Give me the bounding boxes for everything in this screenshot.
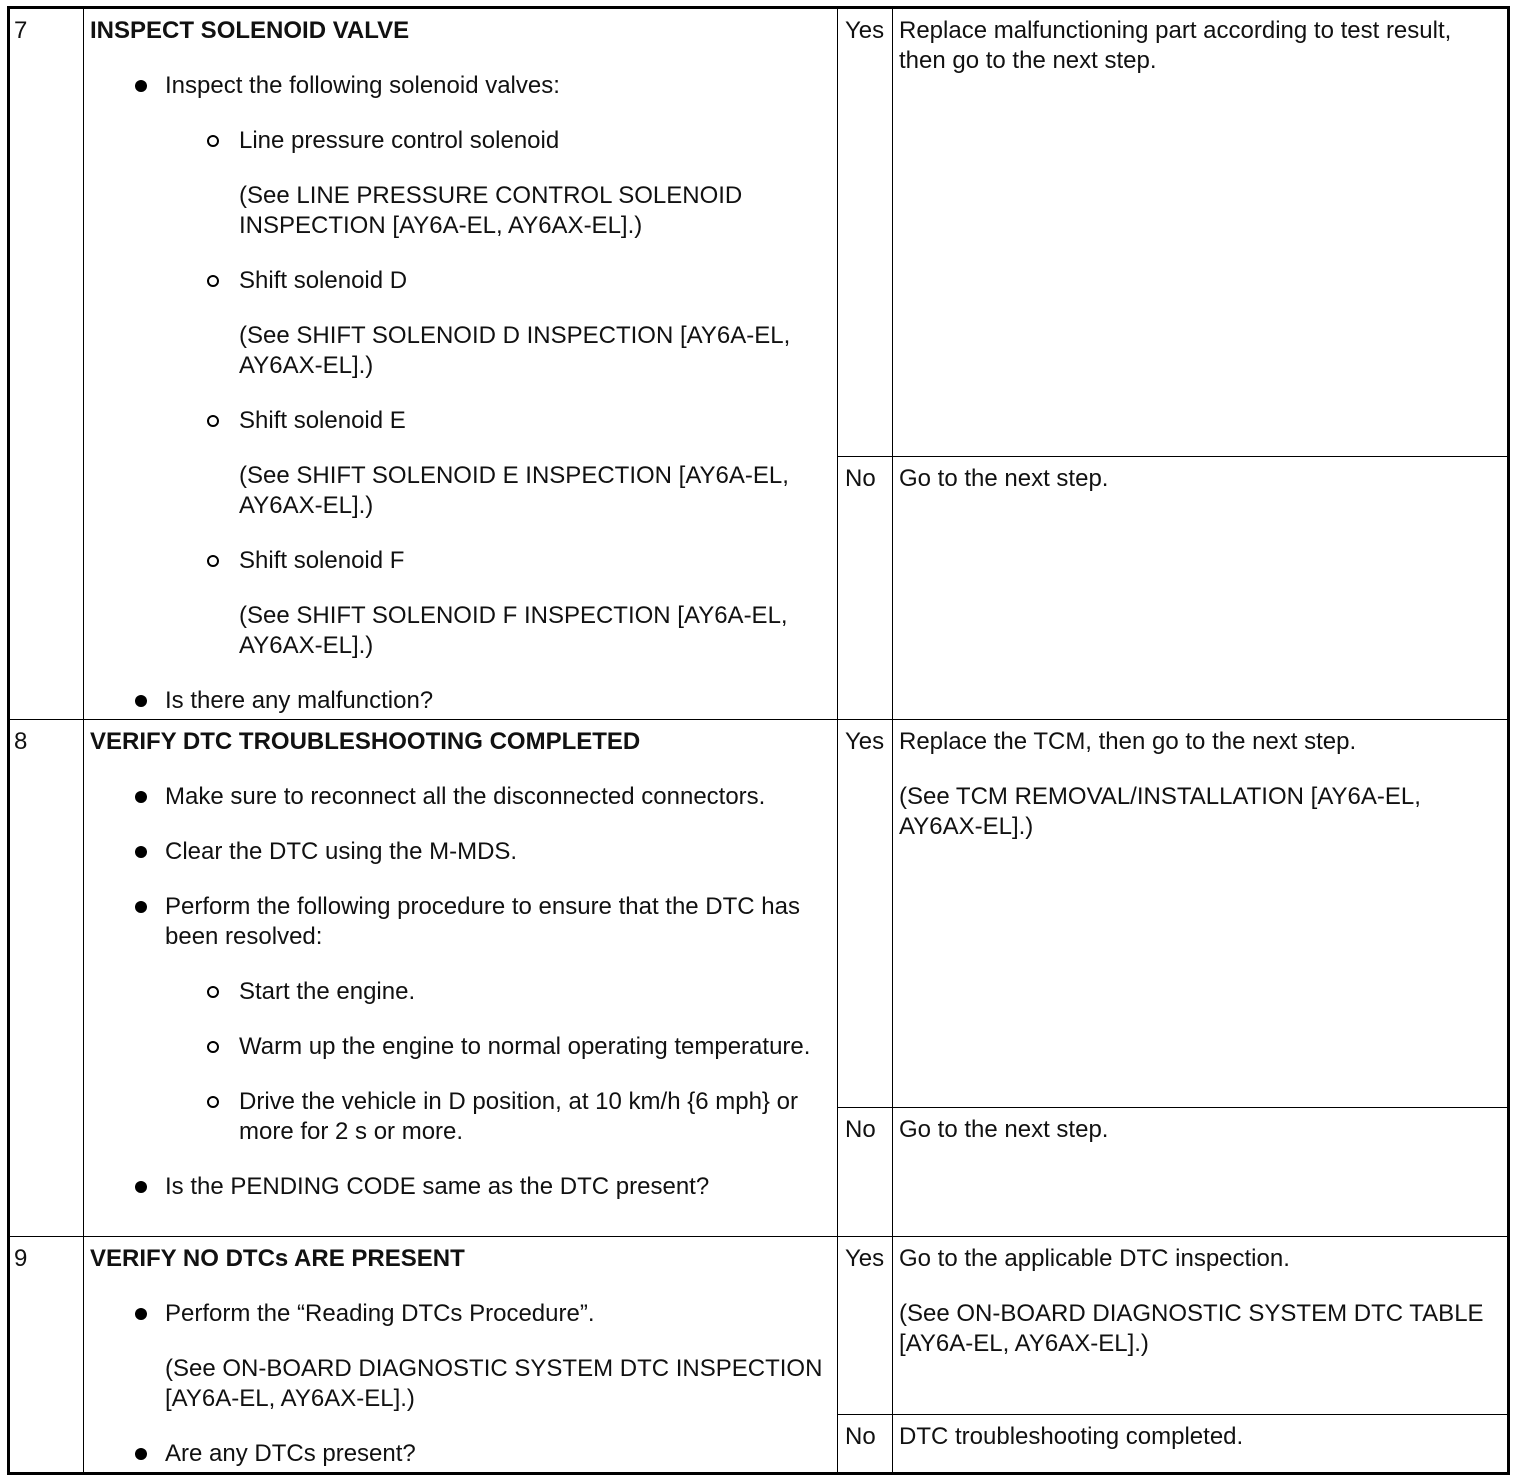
step-title: INSPECT SOLENOID VALVE — [90, 17, 410, 44]
step-title: VERIFY DTC TROUBLESHOOTING COMPLETED — [90, 728, 641, 755]
reference-text: (See TCM REMOVAL/INSTALLATION [AY6A-EL, AY6AX-EL].) — [899, 783, 1421, 840]
no-result — [893, 1415, 1509, 1474]
sub-item: Line pressure control solenoid — [90, 126, 831, 156]
step-action — [84, 1237, 838, 1474]
yes-result — [893, 1237, 1509, 1415]
reference-text: (See SHIFT SOLENOID D INSPECTION [AY6A-EL, AY6AX-EL].) — [239, 322, 791, 379]
bullet-item: Perform the following procedure to ensure that the DTC has been resolved: — [90, 892, 831, 952]
yes-result — [893, 8, 1509, 457]
result-text: Go to the applicable DTC inspection. — [899, 1245, 1290, 1272]
step-title: VERIFY NO DTCs ARE PRESENT — [90, 1245, 465, 1272]
step-9-yes-row — [9, 1237, 1509, 1415]
no-result — [893, 457, 1509, 720]
no-label: No — [838, 1108, 893, 1237]
step-number: 8 — [9, 720, 84, 1237]
step-action — [84, 8, 838, 720]
step-number: 7 — [9, 8, 84, 720]
sub-item: Start the engine. — [90, 977, 831, 1007]
no-label: No — [838, 457, 893, 720]
step-action — [84, 720, 838, 1237]
yes-label: Yes — [838, 8, 893, 457]
step-number: 9 — [9, 1237, 84, 1474]
reference-text: (See SHIFT SOLENOID F INSPECTION [AY6A-EL, AY6AX-EL].) — [239, 602, 788, 659]
sub-item: Shift solenoid F — [90, 546, 831, 576]
yes-label: Yes — [838, 1237, 893, 1415]
troubleshooting-table — [7, 6, 1510, 1475]
bullet-item: Make sure to reconnect all the disconnected connectors. — [90, 782, 831, 812]
result-text: Go to the next step. — [899, 465, 1109, 492]
reference-text: (See ON-BOARD DIAGNOSTIC SYSTEM DTC TABLE [AY6A-EL, AY6AX-EL].) — [899, 1300, 1484, 1357]
reference-text: (See SHIFT SOLENOID E INSPECTION [AY6A-EL, AY6AX-EL].) — [239, 462, 789, 519]
step-7-yes-row — [9, 8, 1509, 457]
no-result — [893, 1108, 1509, 1237]
result-text: DTC troubleshooting completed. — [899, 1423, 1244, 1450]
reference-text: (See LINE PRESSURE CONTROL SOLENOID INSPECTION [AY6A-EL, AY6AX-EL].) — [239, 182, 743, 239]
step-8-yes-row — [9, 720, 1509, 1108]
question-item: Are any DTCs present? — [90, 1439, 831, 1469]
yes-result — [893, 720, 1509, 1108]
bullet-item: Clear the DTC using the M-MDS. — [90, 837, 831, 867]
reference-text: (See ON-BOARD DIAGNOSTIC SYSTEM DTC INSPECTION [AY6A-EL, AY6AX-EL].) — [165, 1355, 823, 1412]
result-text: Go to the next step. — [899, 1116, 1109, 1143]
question-item: Is the PENDING CODE same as the DTC present? — [90, 1172, 831, 1202]
sub-item: Warm up the engine to normal operating temperature. — [90, 1032, 831, 1062]
no-label: No — [838, 1415, 893, 1474]
bullet-item: Perform the “Reading DTCs Procedure”. — [90, 1299, 831, 1329]
bullet-item: Inspect the following solenoid valves: — [90, 71, 831, 101]
result-text: Replace malfunctioning part according to test result, then go to the next step. — [899, 17, 1452, 74]
sub-item: Shift solenoid E — [90, 406, 831, 436]
yes-label: Yes — [838, 720, 893, 1108]
result-text: Replace the TCM, then go to the next step. — [899, 728, 1357, 755]
question-item: Is there any malfunction? — [90, 686, 831, 716]
sub-item: Shift solenoid D — [90, 266, 831, 296]
sub-item: Drive the vehicle in D position, at 10 km/h {6 mph} or more for 2 s or more. — [90, 1087, 831, 1147]
